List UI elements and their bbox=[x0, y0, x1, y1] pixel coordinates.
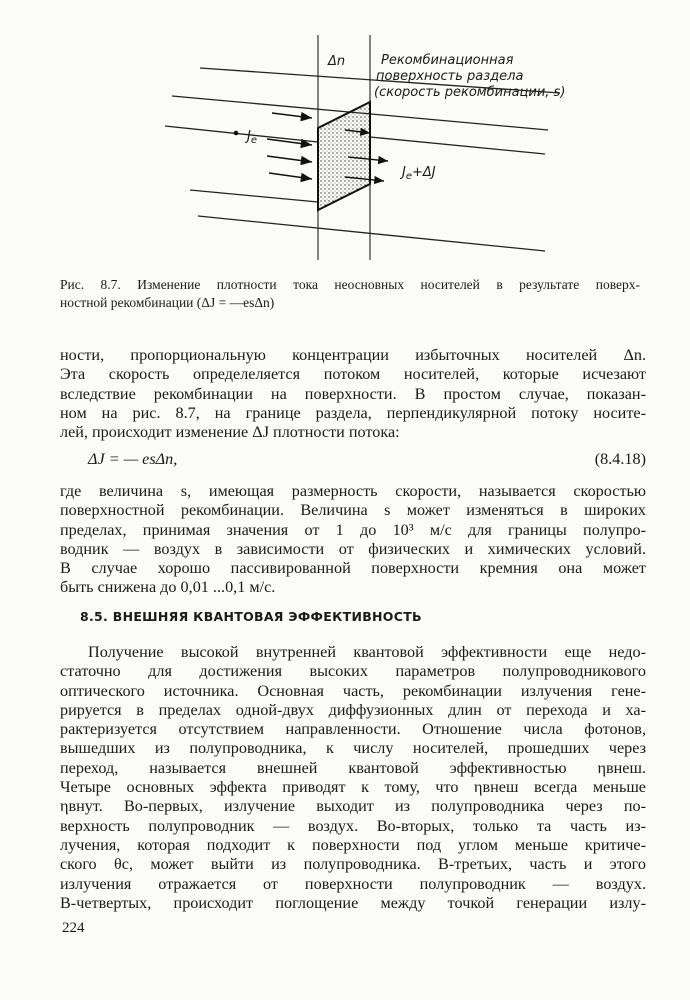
text-line: переход, называется внешней квантовой эффективностью ηвнеш. bbox=[60, 758, 646, 777]
text-line: В-четвертых, происходит поглощение между точкой генерации излу- bbox=[60, 893, 646, 912]
text-line: Получение высокой внутренней квантовой эффективности еще недо- bbox=[88, 643, 646, 661]
je-label: $J_e$ bbox=[247, 129, 257, 146]
text-line: Четыре основных эффекта приводят к тому, что ηвнеш всегда меньше bbox=[60, 778, 646, 797]
je-plus-delta-label: $J_e+\Delta J$ bbox=[402, 165, 436, 182]
incoming-current-arrows bbox=[267, 113, 312, 179]
text-line: Эта скорость определеляется потоком носителей, которые исчезают bbox=[60, 365, 646, 384]
text-line: ности, пропорциональную концентрации избыточных носителей Δn. bbox=[60, 346, 646, 364]
text-line: пределах, принимая значения от 1 до 10³ м/с для границы полупро- bbox=[60, 520, 646, 539]
text-line: водник — воздух в зависимости от физических и химических условий. bbox=[60, 539, 646, 558]
figure-8-7 bbox=[0, 0, 690, 270]
figure-caption bbox=[60, 276, 640, 312]
equation-8-4-18 bbox=[60, 450, 646, 472]
surface-recombination-diagram bbox=[0, 0, 690, 270]
text-line: быть снижена до 0,01 ...0,1 м/с. bbox=[60, 578, 276, 597]
paragraph-2 bbox=[60, 482, 646, 598]
text-line: лучения, которая подходит к поверхности под углом меньше критиче- bbox=[60, 835, 646, 854]
text-line: статочно для достижения высоких параметров полупроводникового bbox=[60, 662, 646, 681]
text-line: где величина s, имеющая размерность скорости, называется скоростью bbox=[60, 482, 646, 500]
text-line: рактеризуется отсутствием направленности. Отношение числа фотонов, bbox=[60, 720, 646, 739]
section-heading: 8.5. ВНЕШНЯЯ КВАНТОВАЯ ЭФФЕКТИВНОСТЬ bbox=[80, 609, 422, 624]
text-line: вследствие рекомбинации на поверхности. В простом случае, показан- bbox=[60, 384, 646, 403]
text-line: лей, происходит изменение ΔJ плотности потока: bbox=[60, 423, 400, 442]
text-line: вышедших из полупроводника, к числу носителей, прошедших через bbox=[60, 739, 646, 758]
surface-label-line2: поверхность раздела bbox=[376, 69, 524, 84]
surface-label-line3: (скорость рекомбинации, s) bbox=[374, 85, 566, 100]
paragraph-3 bbox=[60, 643, 646, 913]
caption-line: Рис. 8.7. Изменение плотности тока неосновных носителей в результате поверх- bbox=[60, 277, 640, 292]
text-line: В случае хорошо пассивированной поверхности кремния она может bbox=[60, 559, 646, 578]
text-line: излучения отражается от поверхности полупроводник — воздух. bbox=[60, 874, 646, 893]
text-line: ского θc, может выйти из полупроводника. В-третьих, часть и этого bbox=[60, 855, 646, 874]
paragraph-1 bbox=[60, 346, 646, 442]
caption-line: ностной рекомбинации (ΔJ = —esΔn) bbox=[60, 295, 275, 310]
surface-label-line1: Рекомбинационная bbox=[381, 53, 514, 68]
text-line: ηвнут. Во-первых, излучение выходит из полупроводника через по- bbox=[60, 797, 646, 816]
page-number: 224 bbox=[62, 920, 85, 936]
delta-n-label: Δn bbox=[328, 54, 346, 69]
text-line: оптического источника. Основная часть, рекомбинации излучения гене- bbox=[60, 681, 646, 700]
recombination-surface bbox=[318, 102, 370, 210]
equation-expression: ΔJ = — esΔn, bbox=[88, 450, 178, 468]
text-line: рируется в пределах одной-двух диффузионных длин от перехода и ха- bbox=[60, 700, 646, 719]
text-line: поверхностной рекомбинации. Величина s может изменяться в широких bbox=[60, 501, 646, 520]
text-line: ном на рис. 8.7, на границе раздела, перпендикулярной потоку носите- bbox=[60, 403, 646, 422]
text-line: верхность полупроводник — воздух. Во-вторых, только та часть из- bbox=[60, 816, 646, 835]
equation-number: (8.4.18) bbox=[594, 450, 646, 468]
carrier-dot bbox=[234, 131, 239, 136]
